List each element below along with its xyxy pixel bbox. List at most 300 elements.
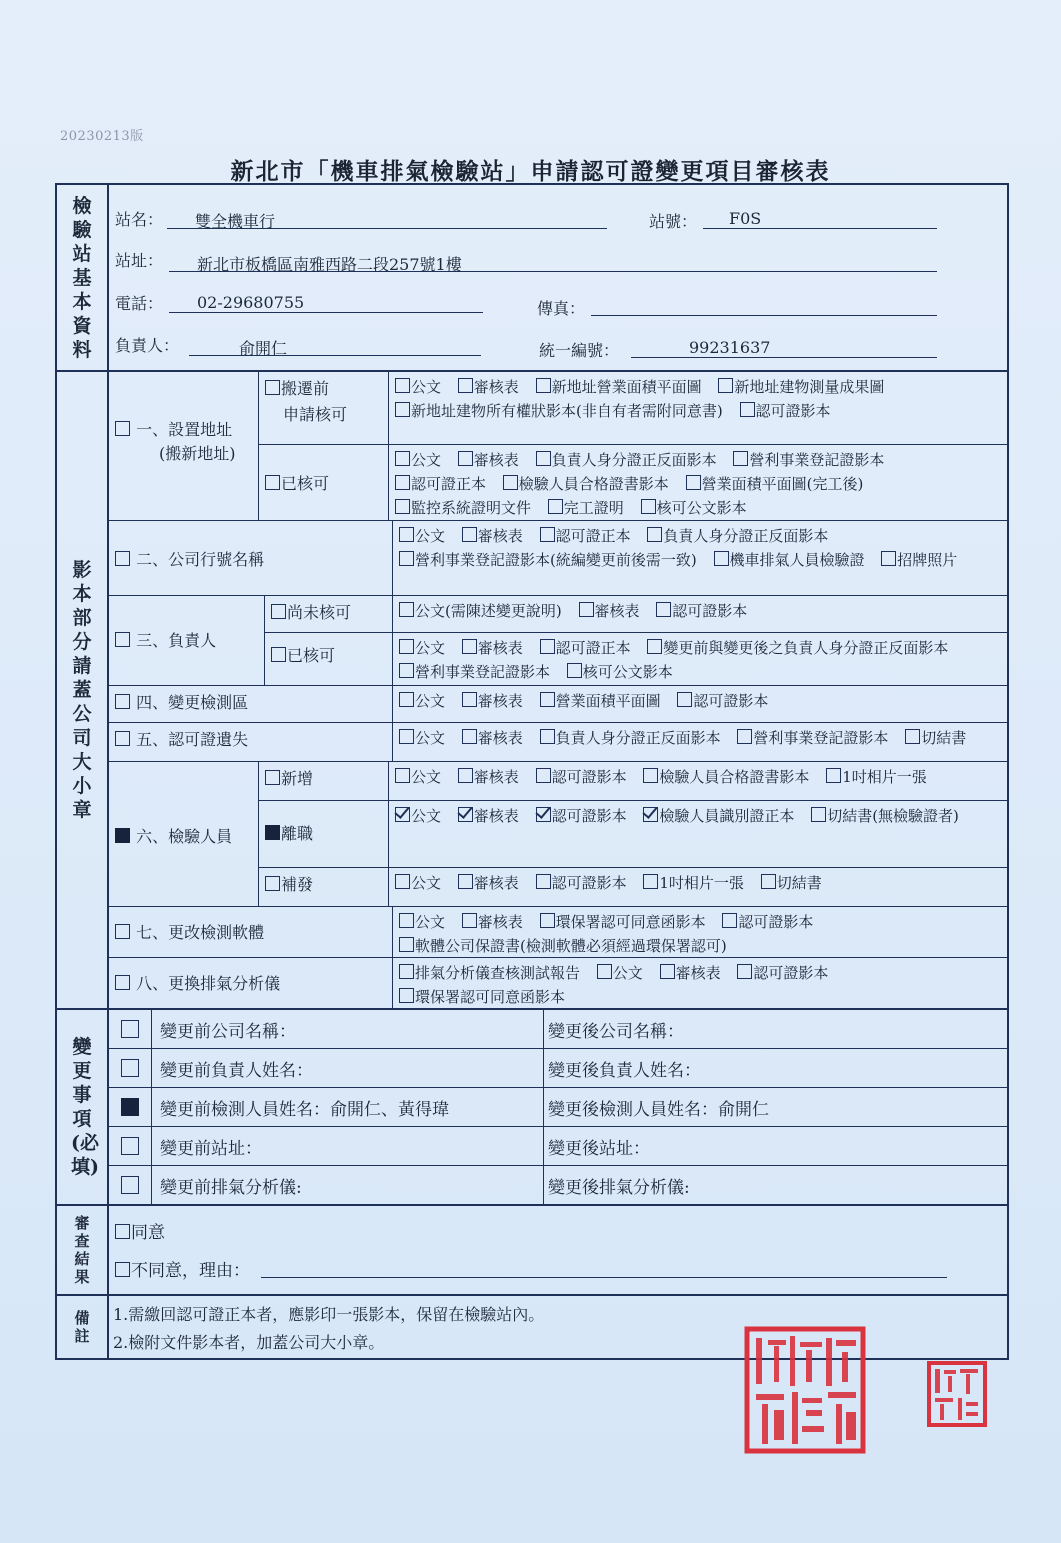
doc-label: 變更前與變更後之負責人身分證正反面影本	[663, 639, 949, 657]
doc-checkbox[interactable]	[395, 475, 410, 490]
doc-label: 1吋相片一張	[659, 874, 744, 892]
item-5-checkbox[interactable]	[115, 731, 130, 746]
doc-item	[462, 527, 523, 545]
company-seal-large	[744, 1326, 866, 1454]
doc-label: 認可證正本	[555, 527, 631, 545]
change-after[interactable]: 變更後排氣分析儀:	[548, 1177, 690, 1198]
item-1b-checkbox[interactable]	[265, 475, 280, 490]
doc-checkbox[interactable]	[548, 499, 563, 514]
doc-item	[536, 768, 627, 786]
doc-label: 營利事業登記證影本	[753, 729, 889, 747]
doc-label: 公文(需陳述變更說明)	[415, 602, 562, 620]
doc-checkbox[interactable]	[718, 378, 733, 393]
doc-label: 認可證影本	[738, 913, 814, 931]
change-checkbox[interactable]	[121, 1137, 139, 1155]
doc-label: 認可證影本	[755, 402, 831, 420]
doc-label: 公文	[411, 378, 442, 396]
fax-label: 傳真：	[537, 299, 586, 318]
change-after[interactable]: 變更後站址：	[548, 1138, 650, 1159]
change-before[interactable]: 變更前排氣分析儀:	[152, 1166, 544, 1204]
item-5-docs	[393, 723, 1007, 761]
doc-checkbox[interactable]	[647, 527, 662, 542]
doc-item	[540, 527, 631, 545]
doc-label: 審核表	[477, 527, 523, 545]
doc-checkbox[interactable]	[536, 807, 551, 822]
item-7-row	[109, 906, 1007, 957]
doc-label: 環保署認可同意函影本	[555, 913, 706, 931]
doc-checkbox[interactable]	[399, 913, 414, 928]
doc-item	[714, 551, 865, 569]
station-name-field[interactable]: 雙全機車行	[167, 209, 607, 229]
doc-item	[722, 913, 813, 931]
disagree-checkbox[interactable]	[115, 1262, 130, 1277]
item-1-checkbox[interactable]	[115, 421, 130, 436]
doc-label: 認可證影本	[672, 602, 748, 620]
doc-item	[733, 451, 884, 469]
doc-checkbox[interactable]	[462, 729, 477, 744]
doc-checkbox[interactable]	[395, 499, 410, 514]
doc-label: 核可公文影本	[656, 499, 747, 517]
doc-checkbox[interactable]	[462, 913, 477, 928]
doc-checkbox[interactable]	[737, 729, 752, 744]
doc-item	[458, 874, 519, 892]
doc-checkbox[interactable]	[579, 602, 594, 617]
doc-checkbox[interactable]	[399, 692, 414, 707]
doc-checkbox[interactable]	[462, 692, 477, 707]
basic-info-section	[57, 185, 1007, 370]
doc-label: 核可公文影本	[582, 663, 673, 681]
doc-label: 審核表	[473, 451, 519, 469]
doc-checkbox[interactable]	[458, 807, 473, 822]
doc-item	[462, 639, 523, 657]
doc-item	[458, 807, 519, 825]
item-8-row	[109, 957, 1007, 1008]
item-4-checkbox[interactable]	[115, 694, 130, 709]
doc-checkbox[interactable]	[399, 964, 414, 979]
doc-item	[395, 499, 531, 517]
doc-checkbox[interactable]	[399, 988, 414, 1003]
doc-checkbox[interactable]	[399, 729, 414, 744]
item-4-docs	[393, 686, 1007, 722]
doc-label: 審核表	[473, 874, 519, 892]
tax-id-label: 統一編號：	[539, 341, 620, 360]
doc-checkbox[interactable]	[722, 913, 737, 928]
doc-item	[656, 602, 747, 620]
doc-checkbox[interactable]	[540, 639, 555, 654]
item-4-label: 四、變更檢測區	[136, 693, 249, 712]
item-8-checkbox[interactable]	[115, 975, 130, 990]
doc-item	[462, 692, 523, 710]
item-1-label-sub: (搬新地址)	[159, 444, 236, 463]
doc-checkbox[interactable]	[677, 692, 692, 707]
doc-label: 機車排氣人員檢驗證	[729, 551, 865, 569]
note-1: 1.需繳回認可證正本者，應影印一張影本，保留在檢驗站內。	[113, 1305, 545, 1324]
doc-checkbox[interactable]	[826, 768, 841, 783]
doc-checkbox[interactable]	[643, 874, 658, 889]
change-row	[109, 1010, 1007, 1048]
doc-label: 招牌照片	[897, 551, 958, 569]
station-name-label: 站名：	[115, 210, 164, 229]
doc-checkbox[interactable]	[540, 692, 555, 707]
agree-label: 同意	[131, 1223, 165, 1243]
doc-item	[399, 964, 580, 982]
doc-label: 完工證明	[563, 499, 624, 517]
doc-label: 新地址建物測量成果圖	[734, 378, 885, 396]
item-1b-label: 已核可	[281, 474, 330, 493]
doc-checkbox[interactable]	[714, 551, 729, 566]
doc-checkbox[interactable]	[536, 378, 551, 393]
doc-item	[811, 807, 959, 825]
page-title: 新北市「機車排氣檢驗站」申請認可證變更項目審核表	[230, 158, 831, 185]
item-3b-label: 已核可	[287, 646, 336, 665]
doc-checkbox[interactable]	[686, 475, 701, 490]
doc-item	[536, 378, 702, 396]
change-checkbox[interactable]	[121, 1059, 139, 1077]
doc-item	[536, 451, 717, 469]
basic-info-label: 檢驗站基本資料	[57, 185, 109, 370]
doc-checkbox[interactable]	[536, 874, 551, 889]
item-4-row	[109, 685, 1007, 722]
doc-item	[462, 913, 523, 931]
doc-item	[540, 639, 631, 657]
item-3b-checkbox[interactable]	[271, 647, 286, 662]
doc-label: 營業面積平面圖	[555, 692, 661, 710]
doc-label: 認可證正本	[555, 639, 631, 657]
doc-label: 認可證正本	[411, 475, 487, 493]
phone-label: 電話：	[115, 294, 164, 313]
item-2-docs	[393, 521, 1007, 595]
station-no-field[interactable]: F0S	[703, 209, 937, 229]
doc-item	[740, 402, 831, 420]
item-5-label: 五、認可證遺失	[136, 730, 249, 749]
doc-item	[737, 729, 888, 747]
doc-checkbox[interactable]	[567, 663, 582, 678]
doc-item	[641, 499, 747, 517]
doc-label: 公文	[415, 527, 446, 545]
doc-item	[458, 378, 519, 396]
doc-item	[399, 602, 562, 620]
item-6a-docs	[389, 762, 1007, 800]
item-3a-docs	[393, 596, 1007, 632]
doc-item	[399, 527, 445, 545]
doc-label: 新地址建物所有權狀影本(非自有者需附同意書)	[411, 402, 723, 420]
doc-label: 公文	[411, 451, 442, 469]
doc-checkbox[interactable]	[462, 639, 477, 654]
doc-checkbox[interactable]	[733, 451, 748, 466]
doc-checkbox[interactable]	[399, 639, 414, 654]
company-seal-small	[926, 1360, 988, 1428]
doc-checkbox[interactable]	[399, 937, 414, 952]
item-6-label: 六、檢驗人員	[136, 827, 233, 846]
item-1b-docs	[389, 445, 1007, 520]
doc-label: 負責人身分證正反面影本	[551, 451, 717, 469]
doc-checkbox[interactable]	[641, 499, 656, 514]
copies-section	[57, 370, 1007, 1008]
doc-item	[647, 527, 828, 545]
disagree-reason-field[interactable]	[261, 1258, 947, 1278]
doc-item	[395, 874, 441, 892]
doc-item	[395, 378, 441, 396]
doc-item	[826, 768, 927, 786]
doc-item	[567, 663, 673, 681]
doc-label: 監控系統證明文件	[411, 499, 532, 517]
doc-item	[686, 475, 864, 493]
doc-item	[905, 729, 966, 747]
item-3a-label: 尚未核可	[287, 603, 352, 622]
doc-checkbox[interactable]	[395, 874, 410, 889]
doc-label: 營利事業登記證影本	[749, 451, 885, 469]
doc-label: 公文	[411, 874, 442, 892]
doc-item	[399, 663, 550, 681]
doc-label: 審核表	[477, 913, 523, 931]
notes-label: 備註	[57, 1296, 109, 1358]
doc-item	[536, 874, 627, 892]
item-1-row	[109, 372, 1007, 520]
item-3-row	[109, 595, 1007, 685]
doc-checkbox[interactable]	[536, 451, 551, 466]
note-2: 2.檢附文件影本者，加蓋公司大小章。	[113, 1333, 385, 1352]
doc-label: 軟體公司保證書(檢測軟體必須經過環保署認可)	[415, 937, 727, 955]
doc-item	[597, 964, 643, 982]
doc-label: 營利事業登記證影本	[415, 663, 551, 681]
doc-item	[718, 378, 884, 396]
doc-checkbox[interactable]	[597, 964, 612, 979]
doc-label: 審核表	[477, 729, 523, 747]
doc-checkbox[interactable]	[811, 807, 826, 822]
item-7-checkbox[interactable]	[115, 924, 130, 939]
item-2-checkbox[interactable]	[115, 551, 130, 566]
doc-item	[395, 402, 723, 420]
item-6b-docs	[389, 801, 1007, 867]
doc-item	[503, 475, 669, 493]
station-no-label: 站號：	[649, 212, 698, 231]
change-before[interactable]: 變更前公司名稱：	[152, 1010, 544, 1048]
review-section	[57, 1204, 1007, 1294]
item-6-checkbox[interactable]	[115, 828, 130, 843]
doc-checkbox[interactable]	[395, 402, 410, 417]
item-6b-label: 離職	[281, 824, 314, 843]
doc-checkbox[interactable]	[399, 602, 414, 617]
doc-label: 認可證影本	[551, 874, 627, 892]
item-5-row	[109, 722, 1007, 761]
change-after[interactable]: 變更後公司名稱：	[548, 1021, 684, 1042]
item-6c-docs	[389, 868, 1007, 906]
doc-item	[395, 475, 486, 493]
review-label: 審查結果	[57, 1206, 109, 1294]
doc-checkbox[interactable]	[395, 451, 410, 466]
change-after[interactable]: 變更後檢測人員姓名：俞開仁	[548, 1099, 769, 1120]
doc-label: 切結書	[921, 729, 967, 747]
doc-checkbox[interactable]	[395, 768, 410, 783]
application-form	[55, 183, 1009, 1360]
doc-label: 認可證影本	[753, 964, 829, 982]
change-before[interactable]: 變更前檢測人員姓名：俞開仁、黃得瑋	[152, 1088, 544, 1126]
doc-item	[399, 692, 445, 710]
doc-item	[540, 913, 706, 931]
doc-item	[761, 874, 822, 892]
disagree-label: 不同意，理由：	[131, 1261, 250, 1281]
doc-label: 公文	[415, 729, 446, 747]
item-1a-docs	[389, 372, 1007, 444]
fax-field[interactable]	[591, 296, 937, 316]
doc-label: 檢驗人員合格證書影本	[659, 768, 810, 786]
item-2-label: 二、公司行號名稱	[136, 550, 265, 569]
item-7-docs	[393, 907, 1007, 957]
doc-item	[737, 964, 828, 982]
doc-label: 負責人身分證正反面影本	[663, 527, 829, 545]
doc-label: 公文	[415, 639, 446, 657]
doc-item	[395, 768, 441, 786]
doc-item	[399, 937, 727, 955]
doc-checkbox[interactable]	[462, 527, 477, 542]
version-label: 20230213版	[60, 129, 144, 144]
doc-checkbox[interactable]	[647, 639, 662, 654]
doc-item	[399, 551, 697, 569]
change-row	[109, 1087, 1007, 1126]
doc-item	[399, 988, 565, 1006]
doc-label: 新地址營業面積平面圖	[551, 378, 702, 396]
doc-item	[536, 807, 627, 825]
doc-item	[579, 602, 640, 620]
doc-checkbox[interactable]	[656, 602, 671, 617]
item-7-label: 七、更改檢測軟體	[136, 923, 265, 942]
tax-id-field[interactable]: 99231637	[631, 338, 937, 358]
doc-item	[643, 874, 744, 892]
changes-label: 變更事項(必填)	[57, 1010, 109, 1204]
change-before[interactable]: 變更前站址：	[152, 1127, 544, 1165]
doc-label: 公文	[411, 807, 442, 825]
change-checkbox[interactable]	[121, 1176, 139, 1194]
doc-label: 審核表	[477, 639, 523, 657]
doc-checkbox[interactable]	[395, 378, 410, 393]
change-row	[109, 1126, 1007, 1165]
doc-label: 檢驗人員識別證正本	[659, 807, 795, 825]
changes-section	[57, 1008, 1007, 1204]
doc-item	[458, 451, 519, 469]
change-checkbox[interactable]	[121, 1020, 139, 1038]
doc-item	[462, 729, 523, 747]
doc-label: 審核表	[594, 602, 640, 620]
doc-checkbox[interactable]	[540, 913, 555, 928]
doc-checkbox[interactable]	[660, 964, 675, 979]
item-3-checkbox[interactable]	[115, 632, 130, 647]
doc-item	[647, 639, 948, 657]
doc-label: 認可證影本	[693, 692, 769, 710]
doc-label: 切結書(無檢驗證者)	[827, 807, 959, 825]
doc-item	[395, 451, 441, 469]
change-checkbox[interactable]	[121, 1098, 139, 1116]
doc-label: 公文	[411, 768, 442, 786]
item-6c-checkbox[interactable]	[265, 876, 280, 891]
doc-checkbox[interactable]	[458, 768, 473, 783]
doc-label: 檢驗人員合格證書影本	[518, 475, 669, 493]
doc-label: 審核表	[473, 378, 519, 396]
doc-item	[643, 768, 809, 786]
doc-label: 1吋相片一張	[842, 768, 927, 786]
doc-checkbox[interactable]	[458, 378, 473, 393]
doc-checkbox[interactable]	[395, 807, 410, 822]
agree-checkbox[interactable]	[115, 1224, 130, 1239]
doc-item	[643, 807, 794, 825]
doc-label: 公文	[612, 964, 643, 982]
address-field[interactable]: 新北市板橋區南雅西路二段257號1樓	[169, 252, 937, 272]
doc-item	[395, 807, 441, 825]
doc-item	[548, 499, 624, 517]
doc-label: 公文	[415, 692, 446, 710]
doc-label: 排氣分析儀查核測試報告	[415, 964, 581, 982]
doc-item	[399, 639, 445, 657]
doc-checkbox[interactable]	[905, 729, 920, 744]
item-2-row	[109, 520, 1007, 595]
item-1a-label-2: 申請核可	[283, 405, 348, 424]
item-6b-checkbox[interactable]	[265, 825, 280, 840]
doc-checkbox[interactable]	[458, 451, 473, 466]
doc-item	[881, 551, 957, 569]
doc-checkbox[interactable]	[643, 768, 658, 783]
doc-label: 審核表	[477, 692, 523, 710]
doc-checkbox[interactable]	[536, 768, 551, 783]
doc-label: 審核表	[675, 964, 721, 982]
item-6-row	[109, 761, 1007, 906]
doc-label: 審核表	[473, 768, 519, 786]
change-row	[109, 1165, 1007, 1204]
doc-checkbox[interactable]	[503, 475, 518, 490]
item-3a-checkbox[interactable]	[271, 604, 286, 619]
item-1a-checkbox[interactable]	[265, 380, 280, 395]
doc-checkbox[interactable]	[540, 527, 555, 542]
doc-item	[660, 964, 721, 982]
owner-field[interactable]: 俞開仁	[189, 336, 481, 356]
doc-checkbox[interactable]	[399, 551, 414, 566]
doc-checkbox[interactable]	[881, 551, 896, 566]
doc-item	[540, 729, 721, 747]
doc-checkbox[interactable]	[399, 527, 414, 542]
change-before[interactable]: 變更前負責人姓名：	[152, 1049, 544, 1087]
address-label: 站址：	[115, 251, 164, 270]
item-3b-docs	[393, 633, 1007, 685]
doc-label: 切結書	[776, 874, 822, 892]
doc-label: 審核表	[473, 807, 519, 825]
item-3-label: 三、負責人	[136, 631, 217, 650]
doc-label: 公文	[415, 913, 446, 931]
doc-checkbox[interactable]	[643, 807, 658, 822]
doc-label: 認可證影本	[551, 807, 627, 825]
doc-checkbox[interactable]	[399, 663, 414, 678]
item-8-label: 八、更換排氣分析儀	[136, 974, 281, 993]
doc-label: 認可證影本	[551, 768, 627, 786]
doc-item	[540, 692, 661, 710]
doc-checkbox[interactable]	[458, 874, 473, 889]
phone-field[interactable]: 02-29680755	[169, 293, 483, 313]
change-row	[109, 1048, 1007, 1087]
owner-label: 負責人：	[115, 336, 180, 355]
change-after[interactable]: 變更後負責人姓名：	[548, 1060, 701, 1081]
item-6a-label: 新增	[281, 769, 314, 788]
doc-label: 環保署認可同意函影本	[415, 988, 566, 1006]
doc-checkbox[interactable]	[540, 729, 555, 744]
item-1a-label: 搬遷前	[281, 379, 330, 398]
doc-checkbox[interactable]	[740, 402, 755, 417]
doc-item	[399, 913, 445, 931]
doc-label: 營業面積平面圖(完工後)	[701, 475, 864, 493]
doc-checkbox[interactable]	[737, 964, 752, 979]
item-8-docs	[393, 958, 1007, 1008]
doc-checkbox[interactable]	[761, 874, 776, 889]
doc-item	[677, 692, 768, 710]
item-6a-checkbox[interactable]	[265, 770, 280, 785]
doc-item	[458, 768, 519, 786]
doc-label: 營利事業登記證影本(統編變更前後需一致)	[415, 551, 697, 569]
